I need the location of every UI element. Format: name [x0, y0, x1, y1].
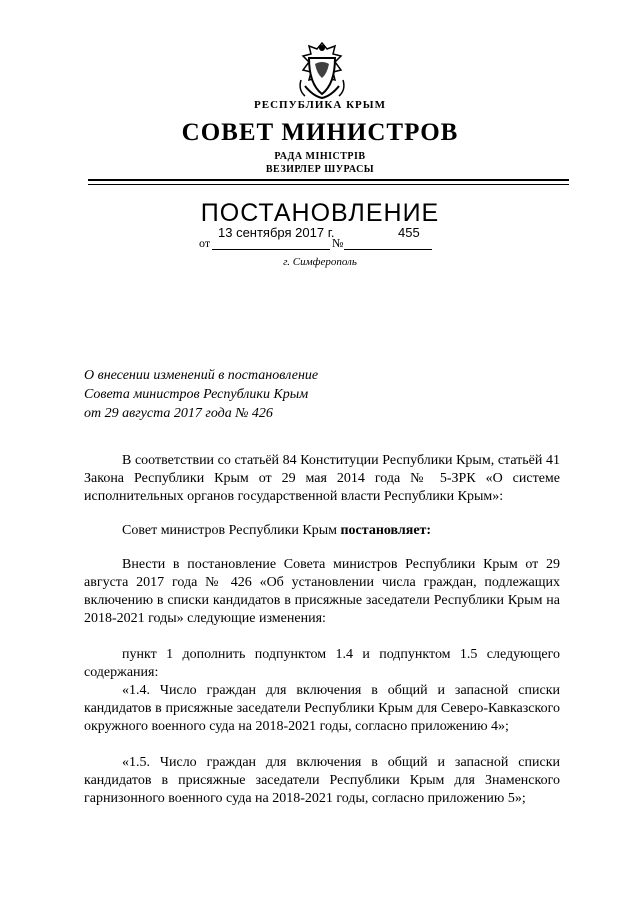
- resolves-text: Совет министров Республики Крым: [122, 523, 341, 538]
- council-name: СОВЕТ МИНИСТРОВ: [181, 119, 459, 146]
- document-number: 455: [398, 225, 420, 240]
- subpoint-1-5: «1.5. Число граждан для включения в общий и запасной списки кандидатов в присяжные заседатели Республики Крым для Знаменского гарнизонного военного суда на 2018-2021 годы, согласно приложению 5»;: [84, 755, 560, 806]
- subject-line: Совета министров Республики Крым: [84, 387, 309, 402]
- council-name-crimean-tatar: ВЕЗИРЛЕР ШУРАСЫ: [265, 164, 375, 175]
- subpoint-1-4: «1.4. Число граждан для включения в общий и запасной списки кандидатов в присяжные заседатели Республики Крым для Северо-Кавказского окружного военного суда на 2018-2021 годы, согласно приложению 4»;: [84, 683, 560, 734]
- resolves-paragraph: [84, 522, 560, 540]
- point1-paragraph: пункт 1 дополнить подпунктом 1.4 и подпунктом 1.5 следующего содержания:: [84, 647, 560, 680]
- date-prefix: от: [199, 236, 211, 250]
- header-divider-thick: [88, 179, 569, 181]
- header-divider-thin: [88, 184, 569, 185]
- subject-line: О внесении изменений в постановление: [84, 368, 319, 383]
- council-name-ukrainian: РАДА МІНІСТРІВ: [274, 151, 366, 162]
- number-underline: [344, 249, 432, 250]
- republic-name: РЕСПУБЛИКА КРЫМ: [254, 99, 386, 111]
- document-city: г. Симферополь: [283, 256, 357, 268]
- resolves-bold: постановляет:: [340, 523, 432, 538]
- document-date: 13 сентября 2017 г.: [218, 225, 335, 240]
- subject-line: от 29 августа 2017 года № 426: [84, 406, 273, 421]
- document-type: ПОСТАНОВЛЕНИЕ: [200, 199, 440, 227]
- date-underline: [212, 249, 330, 250]
- coat-of-arms-icon: [295, 40, 349, 104]
- amend-paragraph: Внести в постановление Совета министров Республики Крым от 29 августа 2017 года № 426 «Об установлении числа граждан, подлежащих включению в списки кандидатов в присяжные заседатели Республики Крым на 2018-2021 годы» следующие изменения:: [84, 557, 560, 626]
- document-subject: [84, 366, 404, 423]
- preamble-paragraph: В соответствии со статьёй 84 Конституции Республики Крым, статьёй 41 Закона Республики Крым от 29 мая 2014 года № 5-ЗРК «О системе исполнительных органов государственной власти Республики Крым»:: [84, 453, 560, 504]
- number-prefix: №: [332, 236, 344, 250]
